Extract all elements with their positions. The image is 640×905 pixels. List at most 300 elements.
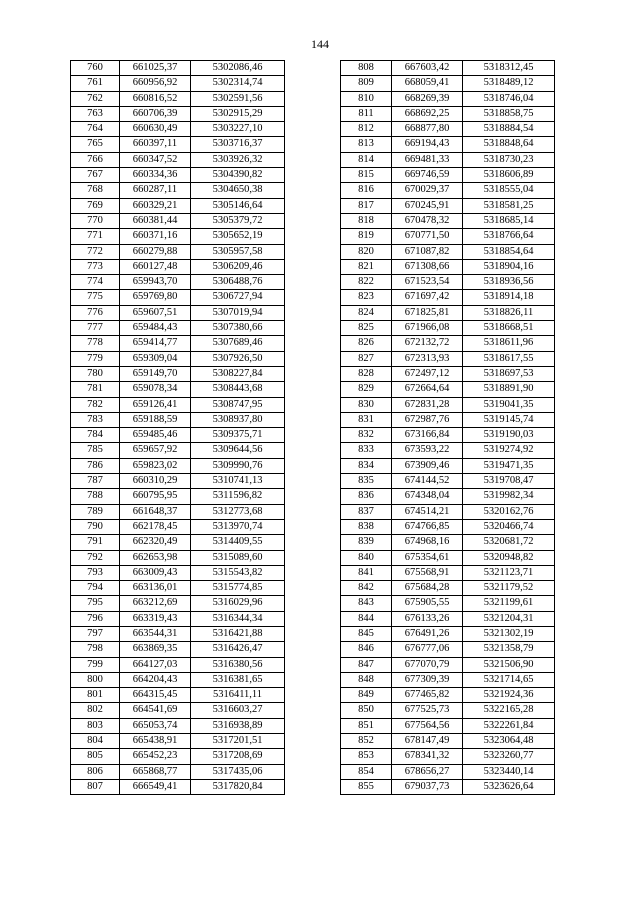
point-number-cell: 799 xyxy=(71,657,120,672)
y-coordinate-cell: 5315543,82 xyxy=(191,565,285,580)
table-row xyxy=(341,259,555,274)
table-row xyxy=(341,168,555,183)
table-row xyxy=(71,152,285,167)
x-coordinate-cell: 669746,59 xyxy=(392,168,463,183)
point-number-cell: 803 xyxy=(71,718,120,733)
table-row xyxy=(71,596,285,611)
table-row xyxy=(341,779,555,794)
point-number-cell: 795 xyxy=(71,596,120,611)
point-number-cell: 807 xyxy=(71,779,120,794)
y-coordinate-cell: 5319190,03 xyxy=(463,428,555,443)
x-coordinate-cell: 660795,95 xyxy=(120,489,191,504)
table-row xyxy=(341,321,555,336)
x-coordinate-cell: 675684,28 xyxy=(392,581,463,596)
point-number-cell: 776 xyxy=(71,305,120,320)
y-coordinate-cell: 5318904,16 xyxy=(463,259,555,274)
point-number-cell: 828 xyxy=(341,366,392,381)
point-number-cell: 831 xyxy=(341,412,392,427)
x-coordinate-cell: 678656,27 xyxy=(392,764,463,779)
x-coordinate-cell: 668269,39 xyxy=(392,91,463,106)
point-number-cell: 789 xyxy=(71,504,120,519)
point-number-cell: 785 xyxy=(71,443,120,458)
y-coordinate-cell: 5307926,50 xyxy=(191,351,285,366)
x-coordinate-cell: 678341,32 xyxy=(392,749,463,764)
table-row xyxy=(71,489,285,504)
point-number-cell: 769 xyxy=(71,198,120,213)
y-coordinate-cell: 5321506,90 xyxy=(463,657,555,672)
x-coordinate-cell: 673909,46 xyxy=(392,458,463,473)
table-row xyxy=(71,458,285,473)
x-coordinate-cell: 671966,08 xyxy=(392,321,463,336)
y-coordinate-cell: 5321714,65 xyxy=(463,672,555,687)
point-number-cell: 796 xyxy=(71,611,120,626)
y-coordinate-cell: 5307019,94 xyxy=(191,305,285,320)
x-coordinate-cell: 660279,88 xyxy=(120,244,191,259)
point-number-cell: 773 xyxy=(71,259,120,274)
table-row xyxy=(71,764,285,779)
y-coordinate-cell: 5307380,66 xyxy=(191,321,285,336)
point-number-cell: 830 xyxy=(341,397,392,412)
point-number-cell: 841 xyxy=(341,565,392,580)
x-coordinate-cell: 677525,73 xyxy=(392,703,463,718)
y-coordinate-cell: 5319471,35 xyxy=(463,458,555,473)
point-number-cell: 834 xyxy=(341,458,392,473)
point-number-cell: 851 xyxy=(341,718,392,733)
y-coordinate-cell: 5306209,46 xyxy=(191,259,285,274)
table-row xyxy=(71,290,285,305)
point-number-cell: 824 xyxy=(341,305,392,320)
y-coordinate-cell: 5321924,36 xyxy=(463,688,555,703)
y-coordinate-cell: 5302086,46 xyxy=(191,61,285,76)
table-row xyxy=(71,305,285,320)
table-row xyxy=(341,290,555,305)
table-row xyxy=(341,382,555,397)
table-row xyxy=(71,198,285,213)
table-row xyxy=(341,519,555,534)
y-coordinate-cell: 5305379,72 xyxy=(191,213,285,228)
x-coordinate-cell: 674144,52 xyxy=(392,474,463,489)
x-coordinate-cell: 659149,70 xyxy=(120,366,191,381)
y-coordinate-cell: 5318826,11 xyxy=(463,305,555,320)
table-row xyxy=(71,734,285,749)
point-number-cell: 810 xyxy=(341,91,392,106)
y-coordinate-cell: 5309375,71 xyxy=(191,428,285,443)
y-coordinate-cell: 5305957,58 xyxy=(191,244,285,259)
x-coordinate-cell: 659823,02 xyxy=(120,458,191,473)
table-row xyxy=(341,550,555,565)
table-row xyxy=(341,152,555,167)
point-number-cell: 768 xyxy=(71,183,120,198)
point-number-cell: 764 xyxy=(71,122,120,137)
x-coordinate-cell: 660347,52 xyxy=(120,152,191,167)
x-coordinate-cell: 663212,69 xyxy=(120,596,191,611)
y-coordinate-cell: 5318854,64 xyxy=(463,244,555,259)
point-number-cell: 792 xyxy=(71,550,120,565)
y-coordinate-cell: 5308227,84 xyxy=(191,366,285,381)
y-coordinate-cell: 5323440,14 xyxy=(463,764,555,779)
x-coordinate-cell: 671825,81 xyxy=(392,305,463,320)
point-number-cell: 833 xyxy=(341,443,392,458)
x-coordinate-cell: 677309,39 xyxy=(392,672,463,687)
table-row xyxy=(71,76,285,91)
table-row xyxy=(71,611,285,626)
y-coordinate-cell: 5318891,90 xyxy=(463,382,555,397)
y-coordinate-cell: 5315089,60 xyxy=(191,550,285,565)
point-number-cell: 808 xyxy=(341,61,392,76)
x-coordinate-cell: 668692,25 xyxy=(392,106,463,121)
coordinates-table-right xyxy=(340,60,555,795)
x-coordinate-cell: 664541,69 xyxy=(120,703,191,718)
table-row xyxy=(71,61,285,76)
table-row xyxy=(71,581,285,596)
x-coordinate-cell: 662653,98 xyxy=(120,550,191,565)
y-coordinate-cell: 5312773,68 xyxy=(191,504,285,519)
point-number-cell: 801 xyxy=(71,688,120,703)
point-number-cell: 777 xyxy=(71,321,120,336)
point-number-cell: 821 xyxy=(341,259,392,274)
x-coordinate-cell: 672987,76 xyxy=(392,412,463,427)
table-row xyxy=(341,489,555,504)
point-number-cell: 793 xyxy=(71,565,120,580)
table-row xyxy=(341,213,555,228)
x-coordinate-cell: 659769,80 xyxy=(120,290,191,305)
y-coordinate-cell: 5318914,18 xyxy=(463,290,555,305)
table-row xyxy=(71,688,285,703)
page-number: 144 xyxy=(311,37,329,51)
y-coordinate-cell: 5319982,34 xyxy=(463,489,555,504)
x-coordinate-cell: 673166,84 xyxy=(392,428,463,443)
point-number-cell: 780 xyxy=(71,366,120,381)
table-row xyxy=(341,198,555,213)
point-number-cell: 766 xyxy=(71,152,120,167)
x-coordinate-cell: 664204,43 xyxy=(120,672,191,687)
y-coordinate-cell: 5318617,55 xyxy=(463,351,555,366)
table-row xyxy=(71,672,285,687)
y-coordinate-cell: 5321123,71 xyxy=(463,565,555,580)
point-number-cell: 816 xyxy=(341,183,392,198)
x-coordinate-cell: 659484,43 xyxy=(120,321,191,336)
y-coordinate-cell: 5310741,13 xyxy=(191,474,285,489)
x-coordinate-cell: 659414,77 xyxy=(120,336,191,351)
x-coordinate-cell: 659485,46 xyxy=(120,428,191,443)
y-coordinate-cell: 5320948,82 xyxy=(463,550,555,565)
table-row xyxy=(71,412,285,427)
point-number-cell: 809 xyxy=(341,76,392,91)
table-row xyxy=(341,275,555,290)
y-coordinate-cell: 5318685,14 xyxy=(463,213,555,228)
y-coordinate-cell: 5308937,80 xyxy=(191,412,285,427)
x-coordinate-cell: 665868,77 xyxy=(120,764,191,779)
x-coordinate-cell: 673593,22 xyxy=(392,443,463,458)
y-coordinate-cell: 5318858,75 xyxy=(463,106,555,121)
x-coordinate-cell: 662320,49 xyxy=(120,535,191,550)
y-coordinate-cell: 5303227,10 xyxy=(191,122,285,137)
table-row xyxy=(71,183,285,198)
table-row xyxy=(341,581,555,596)
y-coordinate-cell: 5318884,54 xyxy=(463,122,555,137)
point-number-cell: 852 xyxy=(341,734,392,749)
y-coordinate-cell: 5320466,74 xyxy=(463,519,555,534)
y-coordinate-cell: 5311596,82 xyxy=(191,489,285,504)
point-number-cell: 825 xyxy=(341,321,392,336)
table-row xyxy=(341,672,555,687)
point-number-cell: 842 xyxy=(341,581,392,596)
table-row xyxy=(341,657,555,672)
x-coordinate-cell: 661025,37 xyxy=(120,61,191,76)
point-number-cell: 778 xyxy=(71,336,120,351)
y-coordinate-cell: 5323626,64 xyxy=(463,779,555,794)
table-row xyxy=(71,397,285,412)
point-number-cell: 826 xyxy=(341,336,392,351)
x-coordinate-cell: 664127,03 xyxy=(120,657,191,672)
x-coordinate-cell: 674968,16 xyxy=(392,535,463,550)
x-coordinate-cell: 669481,33 xyxy=(392,152,463,167)
table-row xyxy=(341,474,555,489)
table-row xyxy=(71,474,285,489)
table-row xyxy=(71,106,285,121)
y-coordinate-cell: 5302915,29 xyxy=(191,106,285,121)
point-number-cell: 794 xyxy=(71,581,120,596)
x-coordinate-cell: 660706,39 xyxy=(120,106,191,121)
point-number-cell: 775 xyxy=(71,290,120,305)
table-row xyxy=(341,91,555,106)
y-coordinate-cell: 5303926,32 xyxy=(191,152,285,167)
table-row xyxy=(71,168,285,183)
point-number-cell: 767 xyxy=(71,168,120,183)
x-coordinate-cell: 659657,92 xyxy=(120,443,191,458)
y-coordinate-cell: 5308747,95 xyxy=(191,397,285,412)
x-coordinate-cell: 665452,23 xyxy=(120,749,191,764)
table-row xyxy=(71,122,285,137)
table-row xyxy=(71,351,285,366)
point-number-cell: 843 xyxy=(341,596,392,611)
table-row xyxy=(71,642,285,657)
y-coordinate-cell: 5318611,96 xyxy=(463,336,555,351)
y-coordinate-cell: 5319708,47 xyxy=(463,474,555,489)
table-row xyxy=(71,718,285,733)
point-number-cell: 791 xyxy=(71,535,120,550)
point-number-cell: 763 xyxy=(71,106,120,121)
table-row xyxy=(341,443,555,458)
point-number-cell: 818 xyxy=(341,213,392,228)
y-coordinate-cell: 5316029,96 xyxy=(191,596,285,611)
point-number-cell: 829 xyxy=(341,382,392,397)
x-coordinate-cell: 660371,16 xyxy=(120,229,191,244)
point-number-cell: 846 xyxy=(341,642,392,657)
table-row xyxy=(341,688,555,703)
x-coordinate-cell: 659078,34 xyxy=(120,382,191,397)
y-coordinate-cell: 5319274,92 xyxy=(463,443,555,458)
point-number-cell: 849 xyxy=(341,688,392,703)
y-coordinate-cell: 5317201,51 xyxy=(191,734,285,749)
point-number-cell: 784 xyxy=(71,428,120,443)
table-row xyxy=(71,565,285,580)
y-coordinate-cell: 5306727,94 xyxy=(191,290,285,305)
x-coordinate-cell: 678147,49 xyxy=(392,734,463,749)
x-coordinate-cell: 670029,37 xyxy=(392,183,463,198)
y-coordinate-cell: 5316421,88 xyxy=(191,626,285,641)
y-coordinate-cell: 5318312,45 xyxy=(463,61,555,76)
y-coordinate-cell: 5318730,23 xyxy=(463,152,555,167)
y-coordinate-cell: 5316380,56 xyxy=(191,657,285,672)
table-row xyxy=(341,596,555,611)
table-row xyxy=(341,137,555,152)
table-row xyxy=(341,611,555,626)
x-coordinate-cell: 674766,85 xyxy=(392,519,463,534)
x-coordinate-cell: 676491,26 xyxy=(392,626,463,641)
y-coordinate-cell: 5304390,82 xyxy=(191,168,285,183)
point-number-cell: 848 xyxy=(341,672,392,687)
y-coordinate-cell: 5316344,34 xyxy=(191,611,285,626)
point-number-cell: 819 xyxy=(341,229,392,244)
point-number-cell: 806 xyxy=(71,764,120,779)
table-row xyxy=(341,734,555,749)
table-row xyxy=(71,336,285,351)
y-coordinate-cell: 5318581,25 xyxy=(463,198,555,213)
point-number-cell: 835 xyxy=(341,474,392,489)
point-number-cell: 805 xyxy=(71,749,120,764)
x-coordinate-cell: 675905,55 xyxy=(392,596,463,611)
x-coordinate-cell: 676133,26 xyxy=(392,611,463,626)
point-number-cell: 836 xyxy=(341,489,392,504)
x-coordinate-cell: 676777,06 xyxy=(392,642,463,657)
point-number-cell: 797 xyxy=(71,626,120,641)
x-coordinate-cell: 672313,93 xyxy=(392,351,463,366)
table-row xyxy=(341,61,555,76)
point-number-cell: 813 xyxy=(341,137,392,152)
point-number-cell: 840 xyxy=(341,550,392,565)
y-coordinate-cell: 5316426,47 xyxy=(191,642,285,657)
x-coordinate-cell: 659309,04 xyxy=(120,351,191,366)
table-row xyxy=(341,305,555,320)
table-row xyxy=(341,428,555,443)
point-number-cell: 854 xyxy=(341,764,392,779)
y-coordinate-cell: 5317435,06 xyxy=(191,764,285,779)
table-row xyxy=(71,519,285,534)
y-coordinate-cell: 5314409,55 xyxy=(191,535,285,550)
y-coordinate-cell: 5303716,37 xyxy=(191,137,285,152)
table-row xyxy=(341,565,555,580)
x-coordinate-cell: 660381,44 xyxy=(120,213,191,228)
y-coordinate-cell: 5315774,85 xyxy=(191,581,285,596)
point-number-cell: 762 xyxy=(71,91,120,106)
table-row xyxy=(71,779,285,794)
table-row xyxy=(341,76,555,91)
x-coordinate-cell: 675568,91 xyxy=(392,565,463,580)
y-coordinate-cell: 5320162,76 xyxy=(463,504,555,519)
x-coordinate-cell: 674348,04 xyxy=(392,489,463,504)
y-coordinate-cell: 5318766,64 xyxy=(463,229,555,244)
y-coordinate-cell: 5322165,28 xyxy=(463,703,555,718)
table-row xyxy=(341,703,555,718)
point-number-cell: 811 xyxy=(341,106,392,121)
x-coordinate-cell: 660329,21 xyxy=(120,198,191,213)
point-number-cell: 781 xyxy=(71,382,120,397)
x-coordinate-cell: 660956,92 xyxy=(120,76,191,91)
x-coordinate-cell: 667603,42 xyxy=(392,61,463,76)
point-number-cell: 782 xyxy=(71,397,120,412)
y-coordinate-cell: 5318606,89 xyxy=(463,168,555,183)
x-coordinate-cell: 672132,72 xyxy=(392,336,463,351)
table-row xyxy=(341,764,555,779)
point-number-cell: 760 xyxy=(71,61,120,76)
point-number-cell: 814 xyxy=(341,152,392,167)
table-row xyxy=(341,244,555,259)
table-row xyxy=(71,428,285,443)
table-row xyxy=(341,336,555,351)
x-coordinate-cell: 674514,21 xyxy=(392,504,463,519)
y-coordinate-cell: 5316381,65 xyxy=(191,672,285,687)
table-row xyxy=(341,535,555,550)
table-row xyxy=(71,244,285,259)
table-row xyxy=(71,626,285,641)
point-number-cell: 844 xyxy=(341,611,392,626)
point-number-cell: 853 xyxy=(341,749,392,764)
x-coordinate-cell: 668059,41 xyxy=(392,76,463,91)
y-coordinate-cell: 5323064,48 xyxy=(463,734,555,749)
table-row xyxy=(341,397,555,412)
y-coordinate-cell: 5316603,27 xyxy=(191,703,285,718)
point-number-cell: 837 xyxy=(341,504,392,519)
point-number-cell: 822 xyxy=(341,275,392,290)
point-number-cell: 820 xyxy=(341,244,392,259)
point-number-cell: 839 xyxy=(341,535,392,550)
table-row xyxy=(71,91,285,106)
y-coordinate-cell: 5321199,61 xyxy=(463,596,555,611)
y-coordinate-cell: 5302591,56 xyxy=(191,91,285,106)
x-coordinate-cell: 662178,45 xyxy=(120,519,191,534)
point-number-cell: 802 xyxy=(71,703,120,718)
table-row xyxy=(341,106,555,121)
x-coordinate-cell: 666549,41 xyxy=(120,779,191,794)
x-coordinate-cell: 661648,37 xyxy=(120,504,191,519)
y-coordinate-cell: 5321358,79 xyxy=(463,642,555,657)
y-coordinate-cell: 5305652,19 xyxy=(191,229,285,244)
point-number-cell: 774 xyxy=(71,275,120,290)
point-number-cell: 847 xyxy=(341,657,392,672)
x-coordinate-cell: 659607,51 xyxy=(120,305,191,320)
table-row xyxy=(341,718,555,733)
point-number-cell: 832 xyxy=(341,428,392,443)
table-row xyxy=(71,366,285,381)
point-number-cell: 855 xyxy=(341,779,392,794)
point-number-cell: 798 xyxy=(71,642,120,657)
x-coordinate-cell: 672664,64 xyxy=(392,382,463,397)
x-coordinate-cell: 665438,91 xyxy=(120,734,191,749)
y-coordinate-cell: 5317820,84 xyxy=(191,779,285,794)
x-coordinate-cell: 671697,42 xyxy=(392,290,463,305)
table-row xyxy=(71,275,285,290)
y-coordinate-cell: 5318746,04 xyxy=(463,91,555,106)
x-coordinate-cell: 663136,01 xyxy=(120,581,191,596)
x-coordinate-cell: 660334,36 xyxy=(120,168,191,183)
table-row xyxy=(341,229,555,244)
table-row xyxy=(71,229,285,244)
table-row xyxy=(71,550,285,565)
point-number-cell: 779 xyxy=(71,351,120,366)
x-coordinate-cell: 659188,59 xyxy=(120,412,191,427)
point-number-cell: 800 xyxy=(71,672,120,687)
x-coordinate-cell: 677564,56 xyxy=(392,718,463,733)
table-row xyxy=(71,749,285,764)
y-coordinate-cell: 5318936,56 xyxy=(463,275,555,290)
y-coordinate-cell: 5322261,84 xyxy=(463,718,555,733)
y-coordinate-cell: 5316411,11 xyxy=(191,688,285,703)
table-row xyxy=(341,351,555,366)
point-number-cell: 787 xyxy=(71,474,120,489)
table-row xyxy=(341,122,555,137)
point-number-cell: 838 xyxy=(341,519,392,534)
